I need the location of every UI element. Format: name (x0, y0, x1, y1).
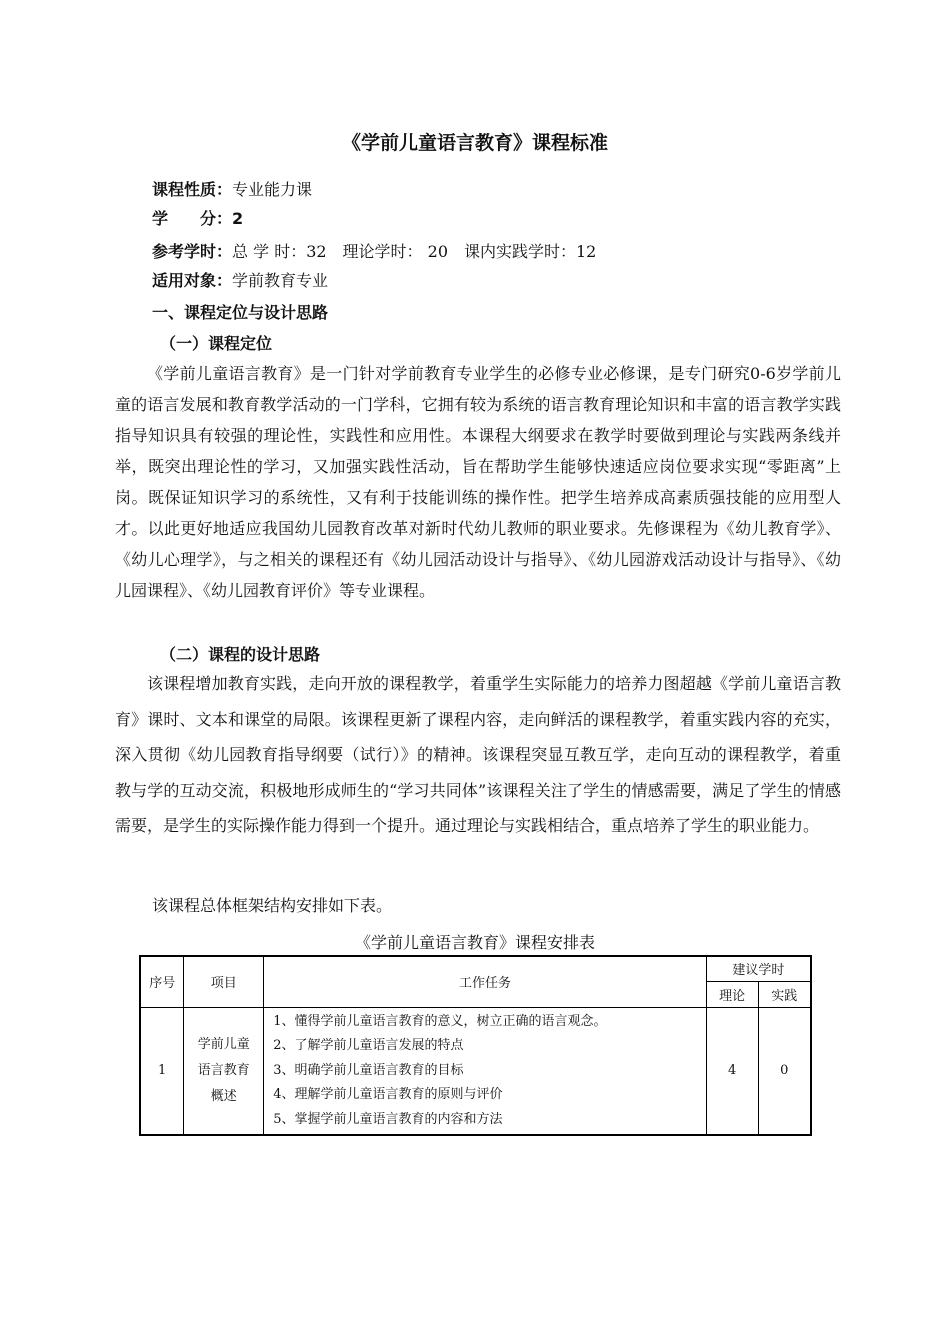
cell-theory-hours: 4 (706, 1007, 758, 1135)
cell-project (184, 1007, 264, 1135)
positioning-paragraph: 《学前儿童语言教育》是一门针对学前教育专业学生的必修专业必修课，是专门研究0-6岁学前儿童的语言发展和教育教学活动的一门学科，它拥有较为系统的语言教育理论知识和丰富的语言教学实践指导知识具有较强的理论性，实践性和应用性。本课程大纲要求在教学时要做到理论与实践两条线并举，既突出理论性的学习，又加强实践性活动，旨在帮助学生能够快速适应岗位要求实现“零距离”上岗。既保证知识学习的系统性，又有利于技能训练的操作性。把学生培养成高素质强技能的应用型人才。以此更好地适应我国幼儿园教育改革对新时代幼儿教师的职业要求。先修课程为《幼儿教育学》、《幼儿心理学》，与之相关的课程还有《幼儿园活动设计与指导》、《幼儿园游戏活动设计与指导》、《幼儿园课程》、《幼儿园教育评价》等专业课程。 (115, 364, 841, 600)
cell-seq: 1 (140, 1007, 184, 1135)
header-theory: 理论 (706, 981, 758, 1007)
task-item: 4、理解学前儿童语言教育的原则与评价 (273, 1087, 503, 1102)
course-credit-label: 学 分： (152, 209, 233, 228)
cell-project-line: 概述 (210, 1088, 237, 1104)
course-target-label: 适用对象： (152, 271, 233, 290)
course-target (152, 268, 328, 291)
cell-project-line: 学前儿童 (197, 1036, 250, 1052)
task-item: 5、掌握学前儿童语言教育的内容和方法 (273, 1111, 503, 1127)
course-credit (152, 206, 243, 229)
table-intro-text: 该课程总体框架结构安排如下表。 (152, 896, 393, 915)
section-heading: 一、课程定位与设计思路 (152, 303, 329, 322)
header-practice: 实践 (758, 981, 811, 1007)
schedule-table (139, 955, 812, 1136)
task-item: 3、明确学前儿童语言教育的目标 (273, 1062, 464, 1078)
task-item: 2、了解学前儿童语言发展的特点 (273, 1038, 464, 1053)
document-title: 《学前儿童语言教育》课程标准 (341, 132, 608, 154)
course-nature-value: 专业能力课 (232, 180, 313, 199)
header-project: 项目 (184, 956, 264, 1007)
course-hours-label: 参考学时： (152, 242, 233, 261)
header-tasks: 工作任务 (264, 956, 707, 1007)
course-hours (152, 239, 596, 262)
cell-project-line: 语言教育 (197, 1062, 250, 1078)
subsection-heading-design: （二）课程的设计思路 (160, 645, 321, 664)
cell-practice-hours: 0 (758, 1007, 811, 1135)
table-caption: 《学前儿童语言教育》课程安排表 (354, 933, 595, 952)
subsection-heading-positioning: （一）课程定位 (160, 334, 273, 353)
table-header-row (140, 956, 811, 981)
header-seq: 序号 (140, 956, 184, 1007)
course-credit-value: 2 (232, 209, 244, 228)
course-target-value: 学前教育专业 (232, 271, 329, 290)
course-hours-value: 总 学 时：32 理论学时： 20 课内实践学时：12 (232, 242, 597, 261)
task-item: 1、懂得学前儿童语言教育的意义，树立正确的语言观念。 (273, 1013, 607, 1029)
design-paragraph: 该课程增加教育实践，走向开放的课程教学，着重学生实际能力的培养力图超越《学前儿童语言教育》课时、文本和课堂的局限。该课程更新了课程内容，走向鲜活的课程教学，着重实践内容的充实，深入贯彻《幼儿园教育指导纲要（试行）》的精神。该课程突显互教互学，走向互动的课程教学，着重教与学的互动交流，积极地形成师生的“学习共同体”该课程关注了学生的情感需要，满足了学生的情感需要，是学生的实际操作能力得到一个提升。通过理论与实践相结合，重点培养了学生的职业能力。 (115, 674, 841, 835)
header-suggested-hours: 建议学时 (706, 956, 811, 981)
course-nature-label: 课程性质： (152, 180, 233, 199)
table-row (140, 1007, 811, 1135)
cell-tasks (264, 1007, 707, 1135)
course-nature (152, 177, 312, 200)
